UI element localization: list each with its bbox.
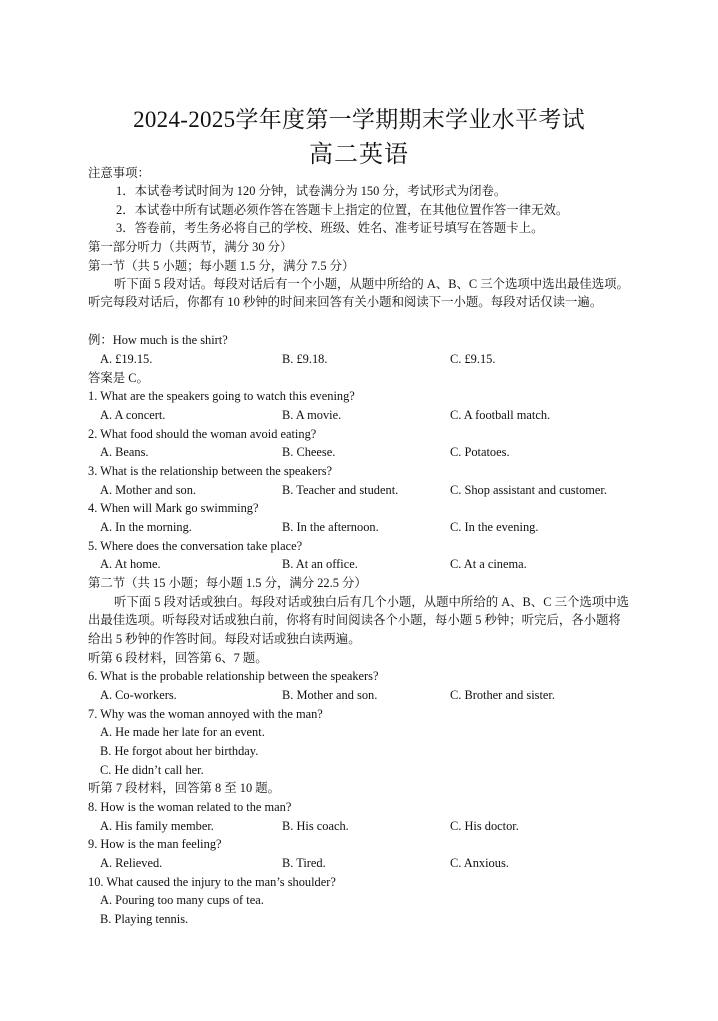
question: 7. Why was the woman annoyed with the man? [88, 707, 323, 721]
option-a: A. He made her late for an event. [100, 725, 265, 739]
question: 9. How is the man feeling? [88, 837, 222, 851]
question: 4. When will Mark go swimming? [88, 501, 259, 515]
option-c: C. Brother and sister. [450, 688, 555, 702]
option-c: C. At a cinema. [450, 557, 527, 571]
option-c: C. Anxious. [450, 856, 509, 870]
option-b: B. £9.18. [282, 352, 328, 366]
example-question: 例：How much is the shirt? [88, 333, 228, 347]
option-b: B. In the afternoon. [282, 520, 379, 534]
section-instructions [88, 593, 633, 648]
material-heading: 听第 7 段材料，回答第 8 至 10 题。 [88, 781, 281, 795]
option-b: B. At an office. [282, 557, 358, 571]
option-c: C. £9.15. [450, 352, 496, 366]
option-a: A. A concert. [100, 408, 166, 422]
question: 2. What food should the woman avoid eating? [88, 427, 317, 441]
exam-title: 2024-2025学年度第一学期期末学业水平考试 [133, 107, 585, 132]
material-heading: 听第 6 段材料，回答第 6、7 题。 [88, 651, 268, 665]
option-c: C. In the evening. [450, 520, 539, 534]
option-a: A. Pouring too many cups of tea. [100, 893, 264, 907]
option-a: A. Co-workers. [100, 688, 177, 702]
option-a: A. Relieved. [100, 856, 163, 870]
notice-heading: 注意事项： [88, 166, 150, 180]
question: 6. What is the probable relationship between the speakers? [88, 669, 379, 683]
instructions-text: 听下面 5 段对话。每段对话后有一个小题，从题中所给的 A、B、C 三个选项中选出最佳选项。听完每段对话后，你都有 10 秒钟的时间来回答有关小题和阅读下一小题。每段对话仅读一遍。 [88, 277, 629, 310]
notice-item: 3．答卷前，考生务必将自己的学校、班级、姓名、准考证号填写在答题卡上。 [116, 221, 544, 235]
option-b: B. Playing tennis. [100, 912, 189, 926]
option-c: C. Shop assistant and customer. [450, 483, 607, 497]
option-a: A. At home. [100, 557, 161, 571]
option-a: A. Beans. [100, 445, 149, 459]
instructions-text: 听下面 5 段对话或独白。每段对话或独白后有几个小题，从题中所给的 A、B、C 三个选项中选出最佳选项。听每段对话或独白前，你将有时间阅读各个小题，每小题 5 秒钟；听完后，各小题将给出 5 秒钟的作答时间。每段对话或独白读两遍。 [88, 595, 629, 646]
section-heading: 第二节（共 15 小题；每小题 1.5 分，满分 22.5 分） [88, 576, 367, 590]
part-heading: 第一部分听力（共两节，满分 30 分） [88, 240, 293, 254]
option-a: A. His family member. [100, 819, 214, 833]
option-c: C. His doctor. [450, 819, 519, 833]
option-b: B. A movie. [282, 408, 342, 422]
option-b: B. Cheese. [282, 445, 336, 459]
section-instructions [88, 275, 633, 312]
option-a: A. In the morning. [100, 520, 192, 534]
exam-subject: 高二英语 [309, 142, 409, 168]
option-c: C. A football match. [450, 408, 551, 422]
option-b: B. Tired. [282, 856, 326, 870]
notice-item: 2．本试卷中所有试题必须作答在答题卡上指定的位置，在其他位置作答一律无效。 [116, 203, 569, 217]
option-c: C. Potatoes. [450, 445, 510, 459]
section-heading: 第一节（共 5 小题；每小题 1.5 分，满分 7.5 分） [88, 259, 355, 273]
question: 1. What are the speakers going to watch this evening? [88, 389, 355, 403]
option-b: B. Teacher and student. [282, 483, 399, 497]
option-a: A. Mother and son. [100, 483, 197, 497]
notice-item: 1．本试卷考试时间为 120 分钟，试卷满分为 150 分，考试形式为闭卷。 [116, 184, 507, 198]
option-b: B. Mother and son. [282, 688, 378, 702]
option-a: A. £19.15. [100, 352, 153, 366]
option-b: B. He forgot about her birthday. [100, 744, 259, 758]
example-answer: 答案是 C。 [88, 371, 149, 385]
question: 8. How is the woman related to the man? [88, 800, 292, 814]
question: 3. What is the relationship between the speakers? [88, 464, 333, 478]
option-c: C. He didn’t call her. [100, 763, 204, 777]
question: 10. What caused the injury to the man’s shoulder? [88, 875, 336, 889]
option-b: B. His coach. [282, 819, 349, 833]
question: 5. Where does the conversation take place? [88, 539, 303, 553]
